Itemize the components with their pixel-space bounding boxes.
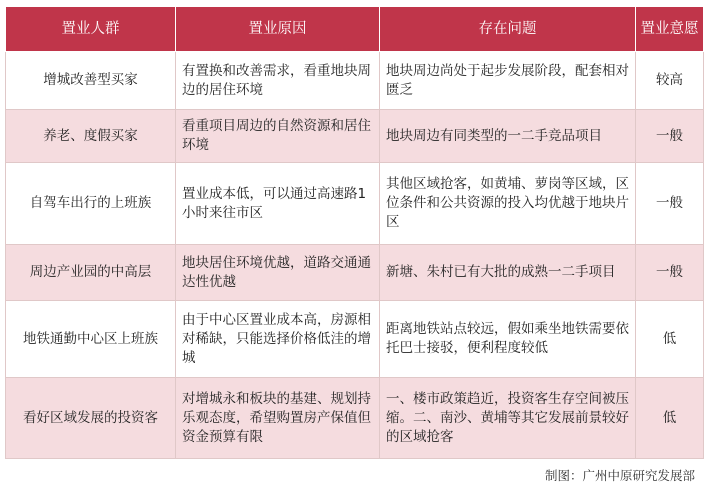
cell-reason: 有置换和改善需求，看重地块周边的居住环境 [176,52,380,110]
cell-issue: 新塘、朱村已有大批的成熟一二手项目 [380,245,636,301]
cell-willingness: 一般 [636,245,704,301]
cell-willingness: 较高 [636,52,704,110]
source-credit: 制图：广州中原研究发展部 [544,468,695,483]
cell-willingness: 一般 [636,163,704,245]
cell-issue: 其他区域抢客，如黄埔、萝岗等区域，区位条件和公共资源的投入均优越于地块片区 [380,163,636,245]
buyer-analysis-table [5,6,704,459]
header-willingness: 置业意愿 [636,7,704,52]
cell-willingness: 一般 [636,110,704,163]
table-row [6,301,704,378]
cell-group: 自驾车出行的上班族 [6,163,176,245]
cell-group: 养老、度假买家 [6,110,176,163]
cell-issue: 距离地铁站点较远，假如乘坐地铁需要依托巴士接驳，便利程度较低 [380,301,636,378]
cell-willingness: 低 [636,301,704,378]
header-issue: 存在问题 [380,7,636,52]
cell-group: 地铁通勤中心区上班族 [6,301,176,378]
header-group: 置业人群 [6,7,176,52]
table-row [6,245,704,301]
table-row [6,52,704,110]
cell-reason: 地块居住环境优越，道路交通通达性优越 [176,245,380,301]
cell-group: 增城改善型买家 [6,52,176,110]
cell-reason: 置业成本低，可以通过高速路1小时来往市区 [176,163,380,245]
cell-group: 看好区域发展的投资客 [6,378,176,459]
cell-willingness: 低 [636,378,704,459]
table-row [6,163,704,245]
cell-group: 周边产业园的中高层 [6,245,176,301]
cell-reason: 对增城永和板块的基建、规划持乐观态度，希望购置房产保值但资金预算有限 [176,378,380,459]
cell-reason: 看重项目周边的自然资源和居住环境 [176,110,380,163]
table-row [6,378,704,459]
cell-issue: 一、楼市政策趋近，投资客生存空间被压缩。二、南沙、黄埔等其它发展前景较好的区域抢客 [380,378,636,459]
cell-issue: 地块周边有同类型的一二手竞品项目 [380,110,636,163]
table-header [6,7,704,52]
cell-issue: 地块周边尚处于起步发展阶段，配套相对匮乏 [380,52,636,110]
table-row [6,110,704,163]
cell-reason: 由于中心区置业成本高，房源相对稀缺，只能选择价格低洼的增城 [176,301,380,378]
header-reason: 置业原因 [176,7,380,52]
